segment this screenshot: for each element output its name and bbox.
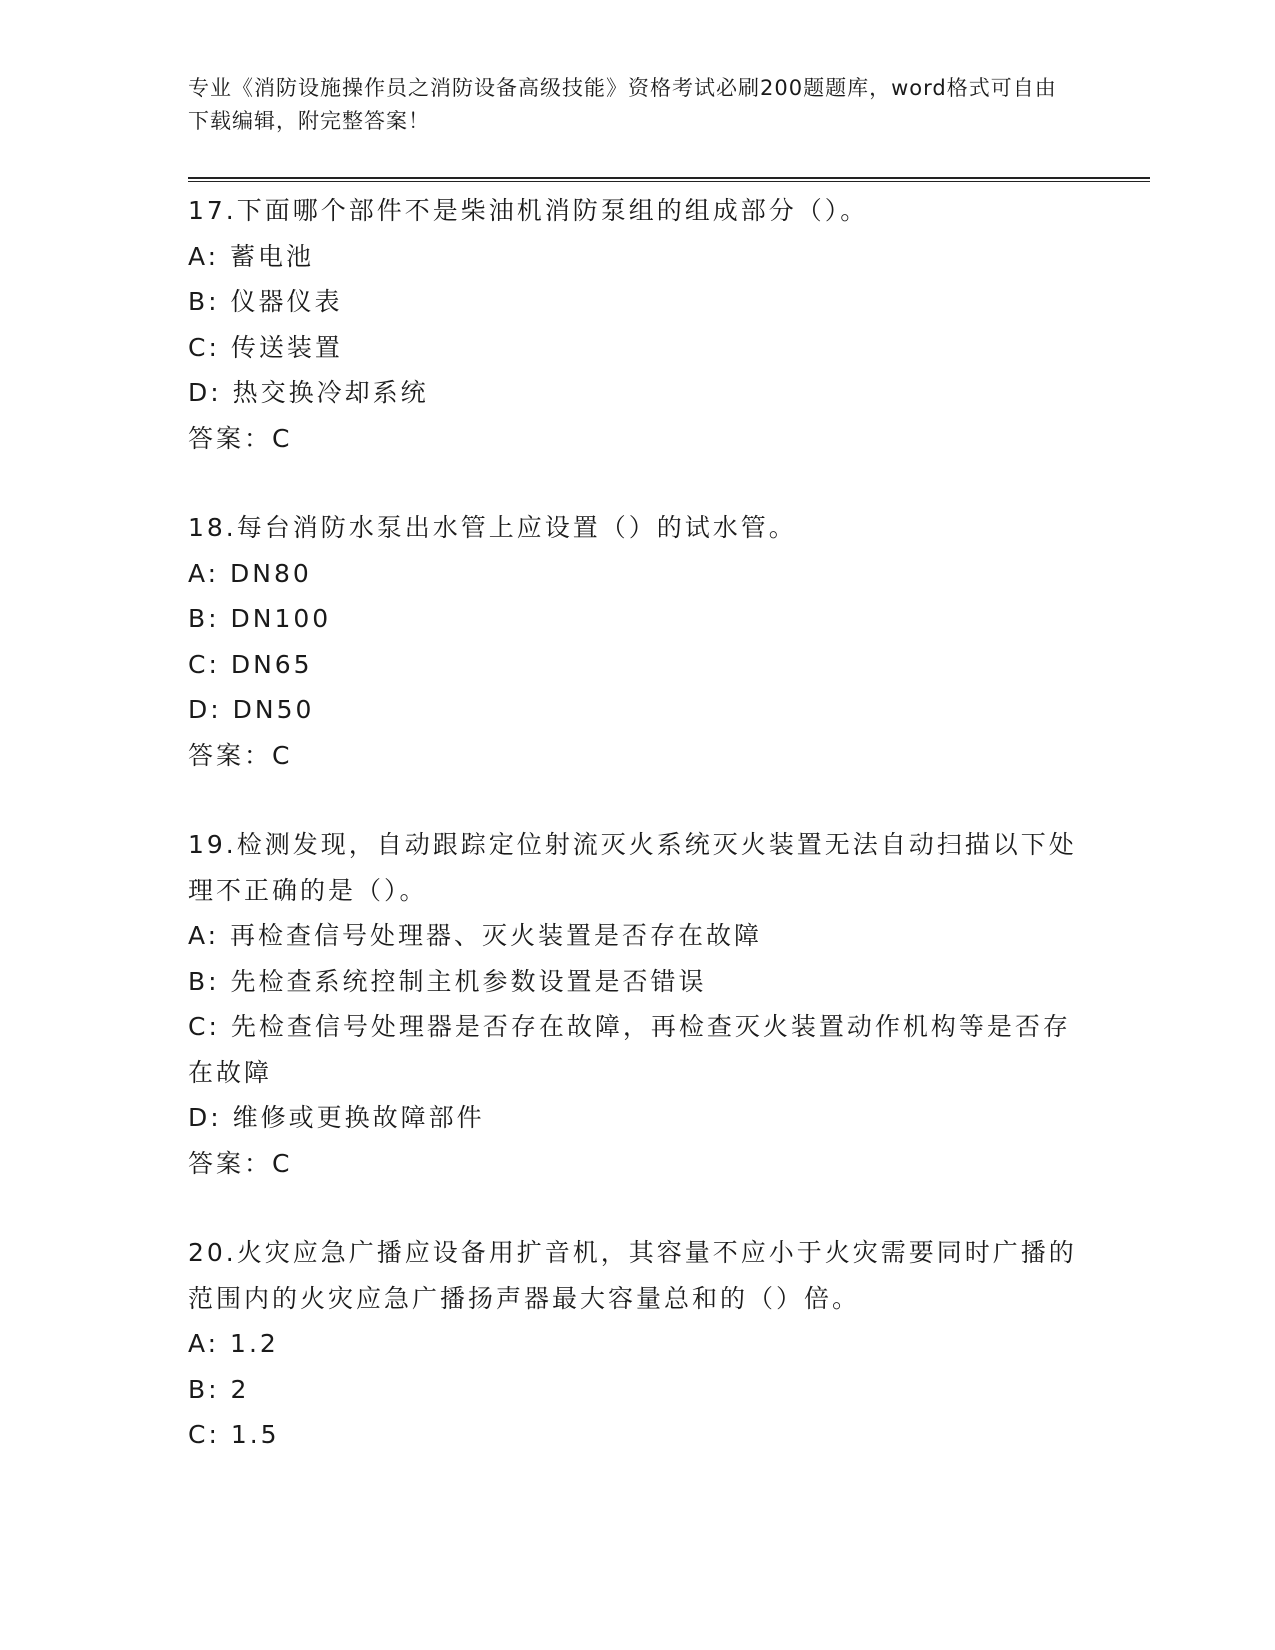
option-b: B: 2: [188, 1374, 250, 1404]
option-c: C: 先检查信号处理器是否存在故障，再检查灭火装置动作机构等是否存在故障: [188, 1012, 1071, 1087]
option-d: D: 维修或更换故障部件: [188, 1103, 485, 1132]
answer-value: C: [272, 423, 291, 453]
option-c: C: 传送装置: [188, 332, 343, 362]
option-a: A: 1.2: [188, 1329, 279, 1358]
document-header: 专业《消防设施操作员之消防设备高级技能》资格考试必刷200题题库，word格式可自由下载编辑，附完整答案！: [188, 76, 1057, 133]
question-stem: 19.检测发现，自动跟踪定位射流灭火系统灭火装置无法自动扫描以下处理不正确的是（）。: [188, 830, 1077, 905]
option-b: B: 先检查系统控制主机参数设置是否错误: [188, 966, 707, 996]
question-stem: 18.每台消防水泵出水管上应设置（）的试水管。: [188, 513, 797, 542]
answer-label: 答案：: [188, 423, 273, 453]
answer-value: C: [272, 740, 291, 770]
option-b: B: DN100: [188, 604, 332, 633]
option-d: D: DN50: [188, 695, 315, 724]
question-19: [188, 822, 1088, 1186]
header-divider-thin: [188, 181, 1150, 182]
question-17: [188, 188, 1088, 461]
option-a: A: 蓄电池: [188, 241, 315, 271]
option-c: C: 1.5: [188, 1420, 280, 1449]
option-d: D: 热交换冷却系统: [188, 378, 429, 407]
option-a: A: 再检查信号处理器、灭火装置是否存在故障: [188, 921, 763, 950]
question-list: [188, 188, 1088, 1502]
question-stem: 17.下面哪个部件不是柴油机消防泵组的组成部分（）。: [188, 196, 869, 225]
question-20: [188, 1230, 1088, 1458]
question-18: [188, 505, 1088, 778]
header-divider: [188, 177, 1150, 179]
answer-line: [188, 733, 1088, 779]
answer-value: C: [272, 1148, 291, 1178]
option-a: A: DN80: [188, 558, 312, 588]
answer-label: 答案：: [188, 740, 273, 770]
answer-line: [188, 416, 1088, 462]
option-c: C: DN65: [188, 649, 313, 679]
question-stem: 20.火灾应急广播应设备用扩音机，其容量不应小于火灾需要同时广播的范围内的火灾应急广播扬声器最大容量总和的（）倍。: [188, 1238, 1077, 1313]
answer-label: 答案：: [188, 1148, 273, 1178]
option-b: B: 仪器仪表: [188, 287, 343, 316]
answer-line: [188, 1141, 1088, 1187]
